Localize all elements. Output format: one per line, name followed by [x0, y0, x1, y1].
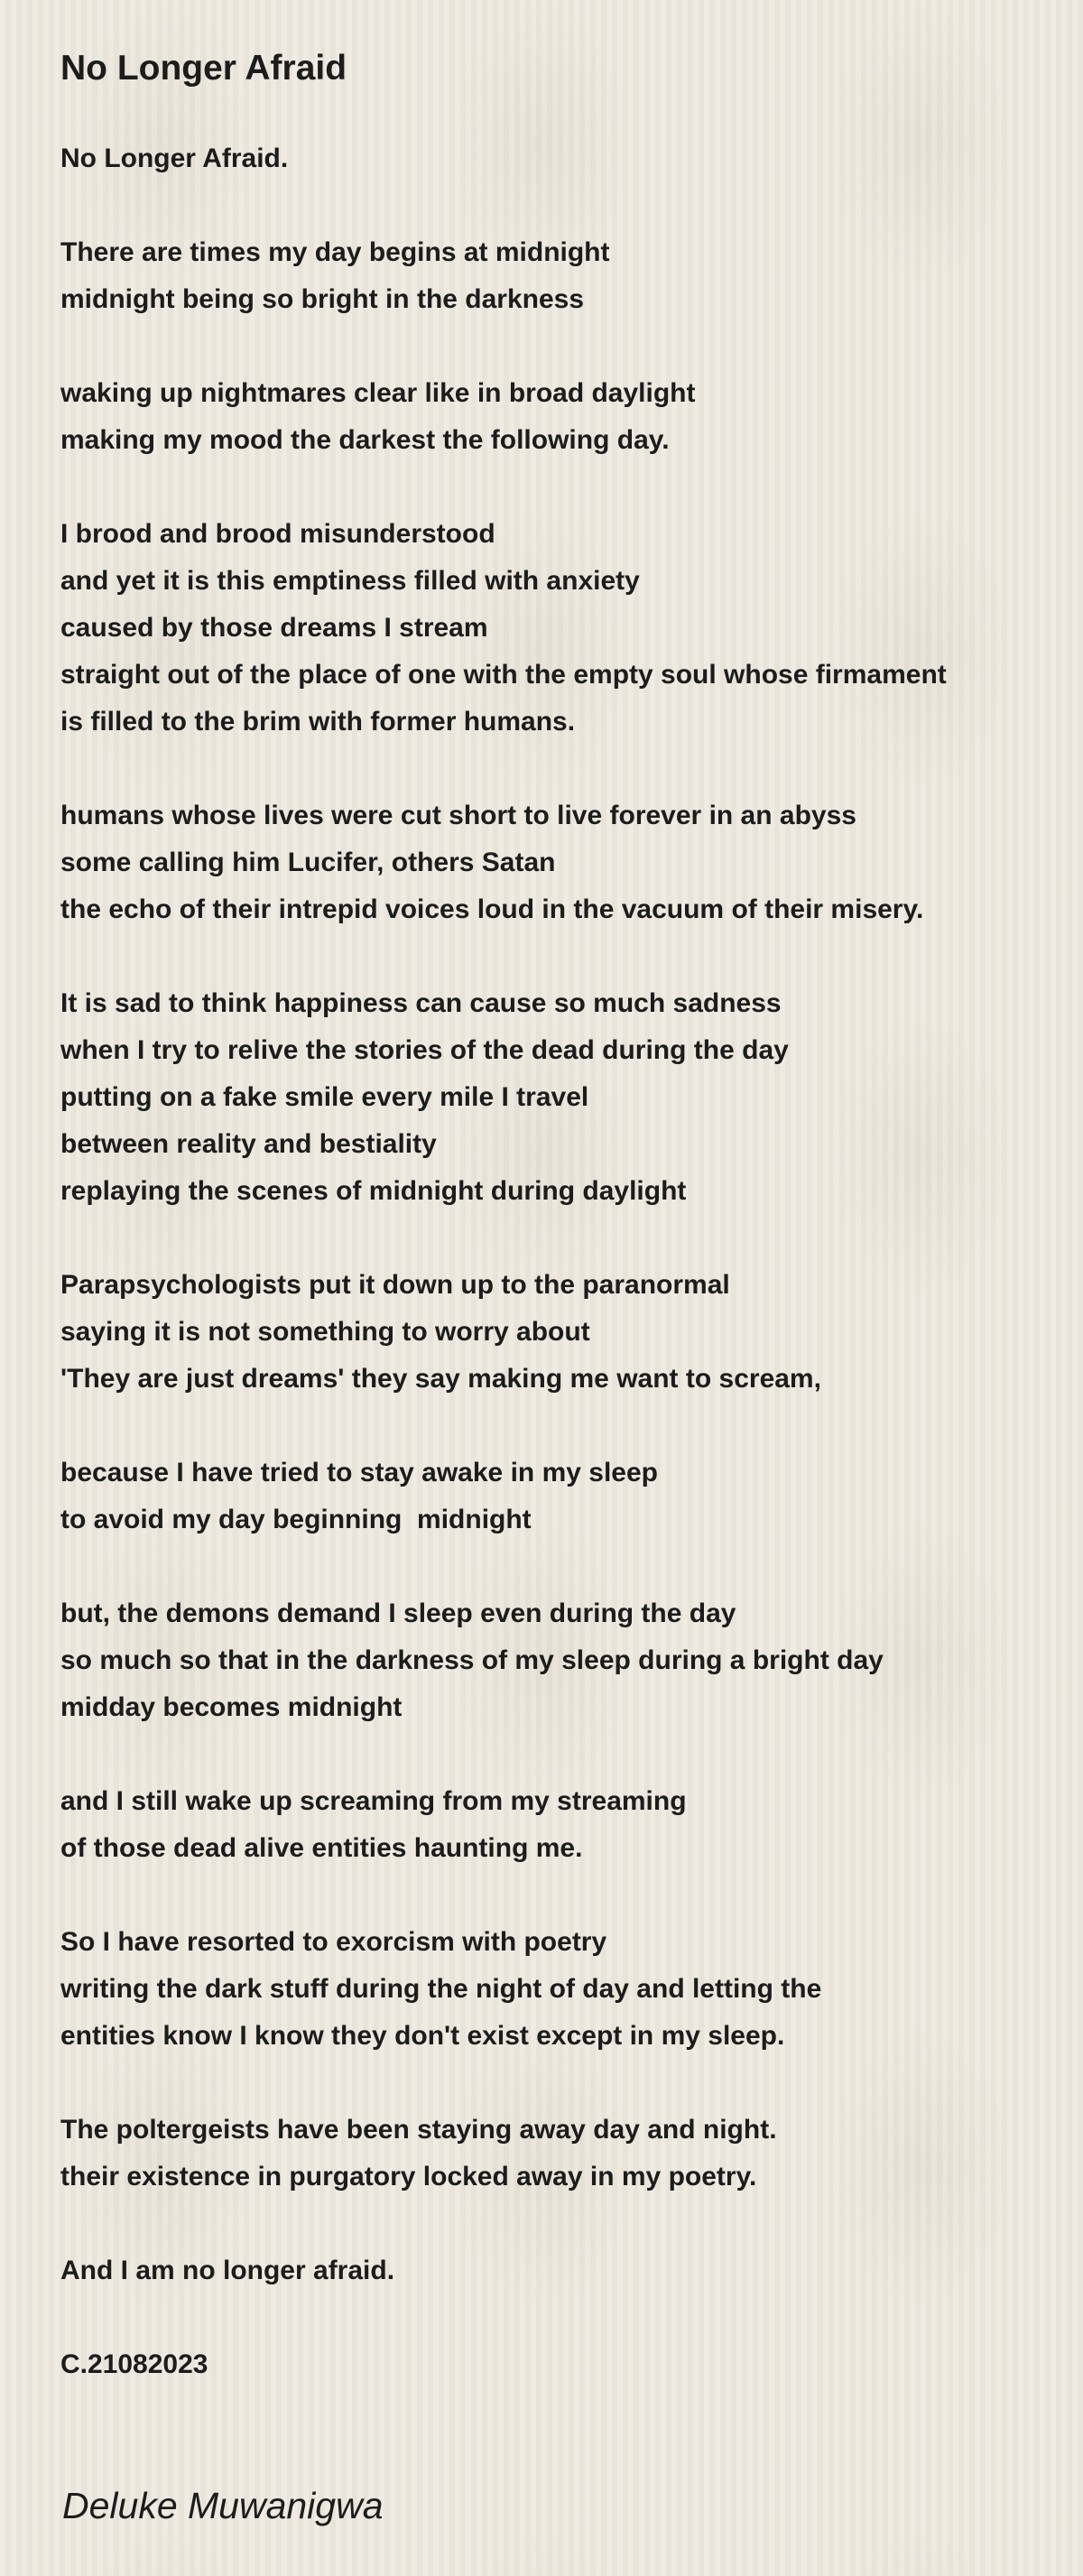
poem-author: Deluke Muwanigwa [62, 2485, 384, 2526]
poem-title: No Longer Afraid [60, 49, 347, 88]
poem-body: No Longer Afraid. There are times my day begins at midnight midnight being so bright in the darkness waking up nightmares clear like in broad daylight making my mood the darkest the following day. I brood and brood misunderstood and yet it is this emptiness filled with anxiety caused by those dreams I stream straight out of the place of one with the empty soul whose firmament is filled to the brim with former humans. humans whose lives were cut short to live forever in an abyss some calling him Lucifer, others Satan the echo of their intrepid voices loud in the vacuum of their misery. It is sad to think happiness can cause so much sadness when I try to relive the stories of the dead during the day putting on a fake smile every mile I travel between reality and bestiality replaying the scenes of midnight during daylight Parapsychologists put it down up to the paranormal saying it is not something to worry about 'They are just dreams' they say making me want to scream, because I have tried to stay awake in my sleep to avoid my day beginning midnight but, the demons demand I sleep even during the day so much so that in the darkness of my sleep during a bright day midday becomes midnight and I still wake up screaming from my streaming of those dead alive entities haunting me. So I have resorted to exorcism with poetry writing the dark stuff during the night of day and letting the entities know I know they don't exist except in my sleep. The poltergeists have been staying away day and night. their existence in purgatory locked away in my poetry. And I am no longer afraid. C.21082023 [60, 144, 947, 2379]
